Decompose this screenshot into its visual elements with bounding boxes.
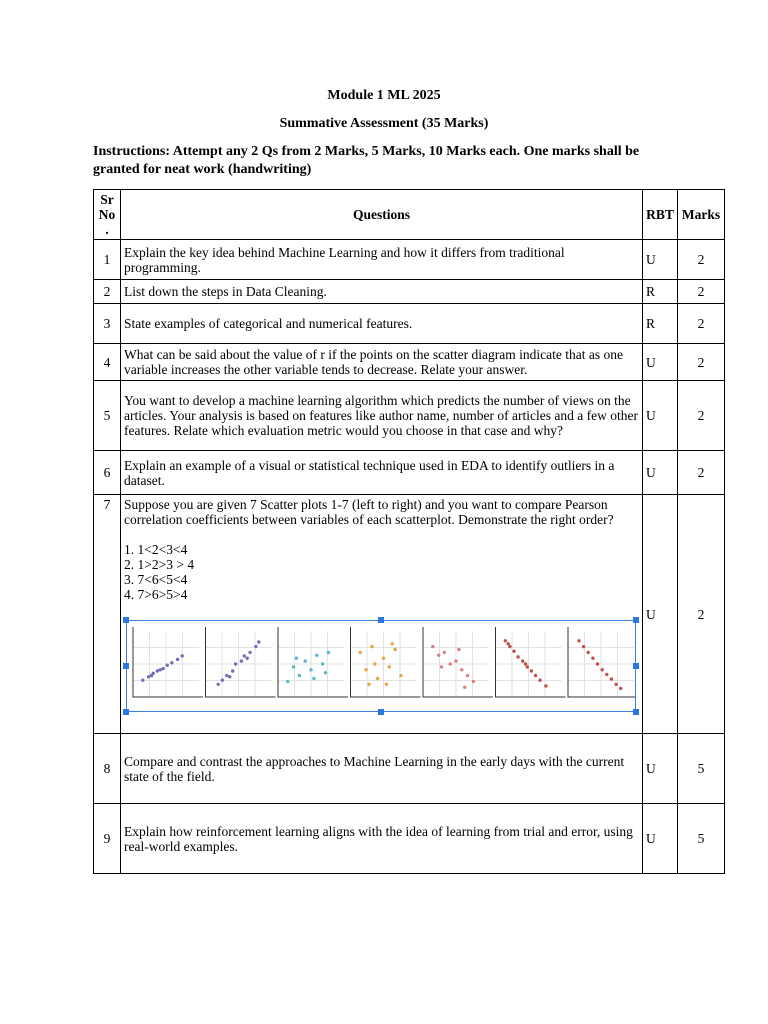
scatter-plots-image[interactable]	[126, 620, 636, 712]
scatter-point	[538, 679, 541, 682]
scatter-point	[304, 659, 307, 662]
row-rbt: U	[643, 495, 678, 734]
scatter-point	[524, 662, 527, 665]
scatter-point	[534, 674, 537, 677]
scatter-point	[315, 654, 318, 657]
scatter-point	[324, 671, 327, 674]
scatter-point	[147, 675, 150, 678]
header-marks: Marks	[678, 190, 725, 240]
scatter-panel-6	[496, 627, 566, 697]
scatter-point	[170, 661, 173, 664]
scatter-point	[367, 683, 370, 686]
scatter-point	[512, 650, 515, 653]
option-1: 1. 1<2<3<4	[124, 542, 188, 557]
scatter-point	[443, 651, 446, 654]
row-sr: 5	[94, 381, 121, 451]
row-question: List down the steps in Data Cleaning.	[121, 280, 643, 304]
scatter-point	[596, 662, 599, 665]
row-sr: 3	[94, 304, 121, 344]
row-marks: 5	[678, 734, 725, 804]
scatter-point	[225, 674, 228, 677]
scatter-point	[234, 662, 237, 665]
resize-handle-mr[interactable]	[633, 663, 639, 669]
row-question: Compare and contrast the approaches to Machine Learning in the early days with the current state of the field.	[121, 734, 643, 804]
row-sr: 7	[94, 495, 121, 734]
row-marks: 2	[678, 495, 725, 734]
resize-handle-bl[interactable]	[123, 709, 129, 715]
scatter-point	[516, 655, 519, 658]
scatter-point	[240, 659, 243, 662]
scatter-point	[156, 669, 159, 672]
scatter-point	[327, 651, 330, 654]
scatter-point	[246, 657, 249, 660]
row-sr: 1	[94, 240, 121, 280]
scatter-point	[257, 640, 260, 643]
scatter-panel-5	[423, 627, 493, 697]
row-sr: 4	[94, 344, 121, 381]
scatter-point	[507, 642, 510, 645]
scatter-panel-3	[278, 627, 348, 697]
row-question: What can be said about the value of r if the points on the scatter diagram indicate that as one variable increases the other variable tends to decrease. Relate your answer.	[121, 344, 643, 381]
row-rbt: U	[643, 451, 678, 495]
row-question: Explain the key idea behind Machine Learning and how it differs from traditional programming.	[121, 240, 643, 280]
row-sr: 6	[94, 451, 121, 495]
scatter-point	[376, 677, 379, 680]
scatter-point	[141, 679, 144, 682]
scatter-point	[393, 648, 396, 651]
row-question: State examples of categorical and numerical features.	[121, 304, 643, 344]
table-row	[94, 304, 725, 344]
axes	[133, 627, 203, 697]
table-row	[94, 381, 725, 451]
row-marks: 2	[678, 280, 725, 304]
question-text: Suppose you are given 7 Scatter plots 1-7 (left to right) and you want to compare Pearson correlation coefficients between variables of each scatterplot. Demonstrate the right order?	[124, 497, 614, 527]
scatter-point	[463, 686, 466, 689]
resize-handle-tm[interactable]	[378, 617, 384, 623]
scatter-point	[385, 683, 388, 686]
row-marks: 2	[678, 381, 725, 451]
scatter-point	[382, 657, 385, 660]
scatter-point	[605, 673, 608, 676]
option-4: 4. 7>6>5>4	[124, 587, 188, 602]
scatter-point	[166, 664, 169, 667]
scatter-point	[460, 668, 463, 671]
row-sr: 2	[94, 280, 121, 304]
row-question: Explain an example of a visual or statistical technique used in EDA to identify outliers in a dataset.	[121, 451, 643, 495]
scatter-panel-1	[133, 627, 203, 697]
scatter-point	[373, 662, 376, 665]
resize-handle-bm[interactable]	[378, 709, 384, 715]
row-question: Explain how reinforcement learning aligns with the idea of learning from trial and error, using real-world examples.	[121, 804, 643, 874]
scatter-point	[508, 645, 511, 648]
table-row	[94, 804, 725, 874]
header-questions: Questions	[121, 190, 643, 240]
scatter-point	[521, 659, 524, 662]
scatter-point	[370, 645, 373, 648]
scatter-point	[181, 654, 184, 657]
scatter-point	[309, 668, 312, 671]
scatter-point	[359, 651, 362, 654]
axes	[496, 627, 566, 697]
scatter-point	[321, 662, 324, 665]
row-marks: 2	[678, 240, 725, 280]
scatter-point	[466, 674, 469, 677]
scatter-point	[150, 674, 153, 677]
scatter-point	[399, 674, 402, 677]
scatter-point	[391, 642, 394, 645]
scatter-point	[295, 657, 298, 660]
scatter-point	[614, 683, 617, 686]
row-rbt: U	[643, 240, 678, 280]
scatter-point	[457, 648, 460, 651]
resize-handle-ml[interactable]	[123, 663, 129, 669]
axes	[423, 627, 493, 697]
scatter-point	[364, 668, 367, 671]
scatter-point	[159, 668, 162, 671]
row-rbt: U	[643, 804, 678, 874]
scatter-point	[292, 665, 295, 668]
resize-handle-tr[interactable]	[633, 617, 639, 623]
row-marks: 2	[678, 304, 725, 344]
scatter-panel-2	[206, 627, 276, 697]
scatter-point	[388, 665, 391, 668]
row-marks: 5	[678, 804, 725, 874]
row-question-7	[121, 495, 643, 734]
scatter-point	[619, 687, 622, 690]
row-sr: 8	[94, 734, 121, 804]
scatter-point	[161, 667, 164, 670]
row-question: You want to develop a machine learning algorithm which predicts the number of views on the articles. Your analysis is based on features like author name, number of articles and a few other features. Relate which evaluation metric would you choose in that case and why?	[121, 381, 643, 451]
scatter-point	[221, 679, 224, 682]
scatter-point	[577, 639, 580, 642]
row-marks: 2	[678, 344, 725, 381]
questions-table	[93, 189, 725, 874]
table-row	[94, 495, 725, 734]
row-sr: 9	[94, 804, 121, 874]
header-sr: Sr No .	[94, 190, 121, 240]
scatter-point	[312, 677, 315, 680]
document-subtitle: Summative Assessment (35 Marks)	[279, 116, 489, 131]
scatter-point	[591, 657, 594, 660]
scatter-point	[248, 651, 251, 654]
row-rbt: U	[643, 734, 678, 804]
scatter-point	[298, 674, 301, 677]
document-title: Module 1 ML 2025	[327, 88, 441, 103]
row-rbt: U	[643, 381, 678, 451]
scatter-point	[526, 665, 529, 668]
resize-handle-br[interactable]	[633, 709, 639, 715]
scatter-point	[228, 675, 231, 678]
header-rbt: RBT	[643, 190, 678, 240]
scatter-point	[530, 669, 533, 672]
instructions: Instructions: Attempt any 2 Qs from 2 Marks, 5 Marks, 10 Marks each. One marks shall be granted for neat work (handwriting)	[93, 144, 640, 177]
table-row	[94, 240, 725, 280]
scatter-point	[454, 659, 457, 662]
answer-options	[124, 542, 639, 602]
axes	[351, 627, 421, 697]
table-row	[94, 734, 725, 804]
option-3: 3. 7<6<5<4	[124, 572, 188, 587]
scatter-point	[431, 645, 434, 648]
scatter-panel-7	[568, 627, 635, 697]
scatter-point	[504, 639, 507, 642]
scatter-point	[176, 658, 179, 661]
table-row	[94, 344, 725, 381]
scatter-point	[243, 654, 246, 657]
scatter-plots-figure	[127, 621, 635, 711]
scatter-point	[601, 668, 604, 671]
scatter-point	[254, 645, 257, 648]
row-rbt: R	[643, 280, 678, 304]
row-rbt: R	[643, 304, 678, 344]
scatter-point	[582, 645, 585, 648]
scatter-point	[587, 651, 590, 654]
scatter-point	[286, 680, 289, 683]
scatter-point	[610, 677, 613, 680]
scatter-point	[544, 684, 547, 687]
scatter-point	[449, 662, 452, 665]
table-row	[94, 451, 725, 495]
option-2: 2. 1>2>3 > 4	[124, 557, 195, 572]
scatter-point	[437, 654, 440, 657]
scatter-point	[231, 669, 234, 672]
scatter-point	[472, 680, 475, 683]
scatter-point	[217, 683, 220, 686]
resize-handle-tl[interactable]	[123, 617, 129, 623]
table-row	[94, 280, 725, 304]
row-marks: 2	[678, 451, 725, 495]
row-rbt: U	[643, 344, 678, 381]
scatter-point	[440, 665, 443, 668]
axes	[278, 627, 348, 697]
table-header-row	[94, 190, 725, 240]
scatter-panel-4	[351, 627, 421, 697]
